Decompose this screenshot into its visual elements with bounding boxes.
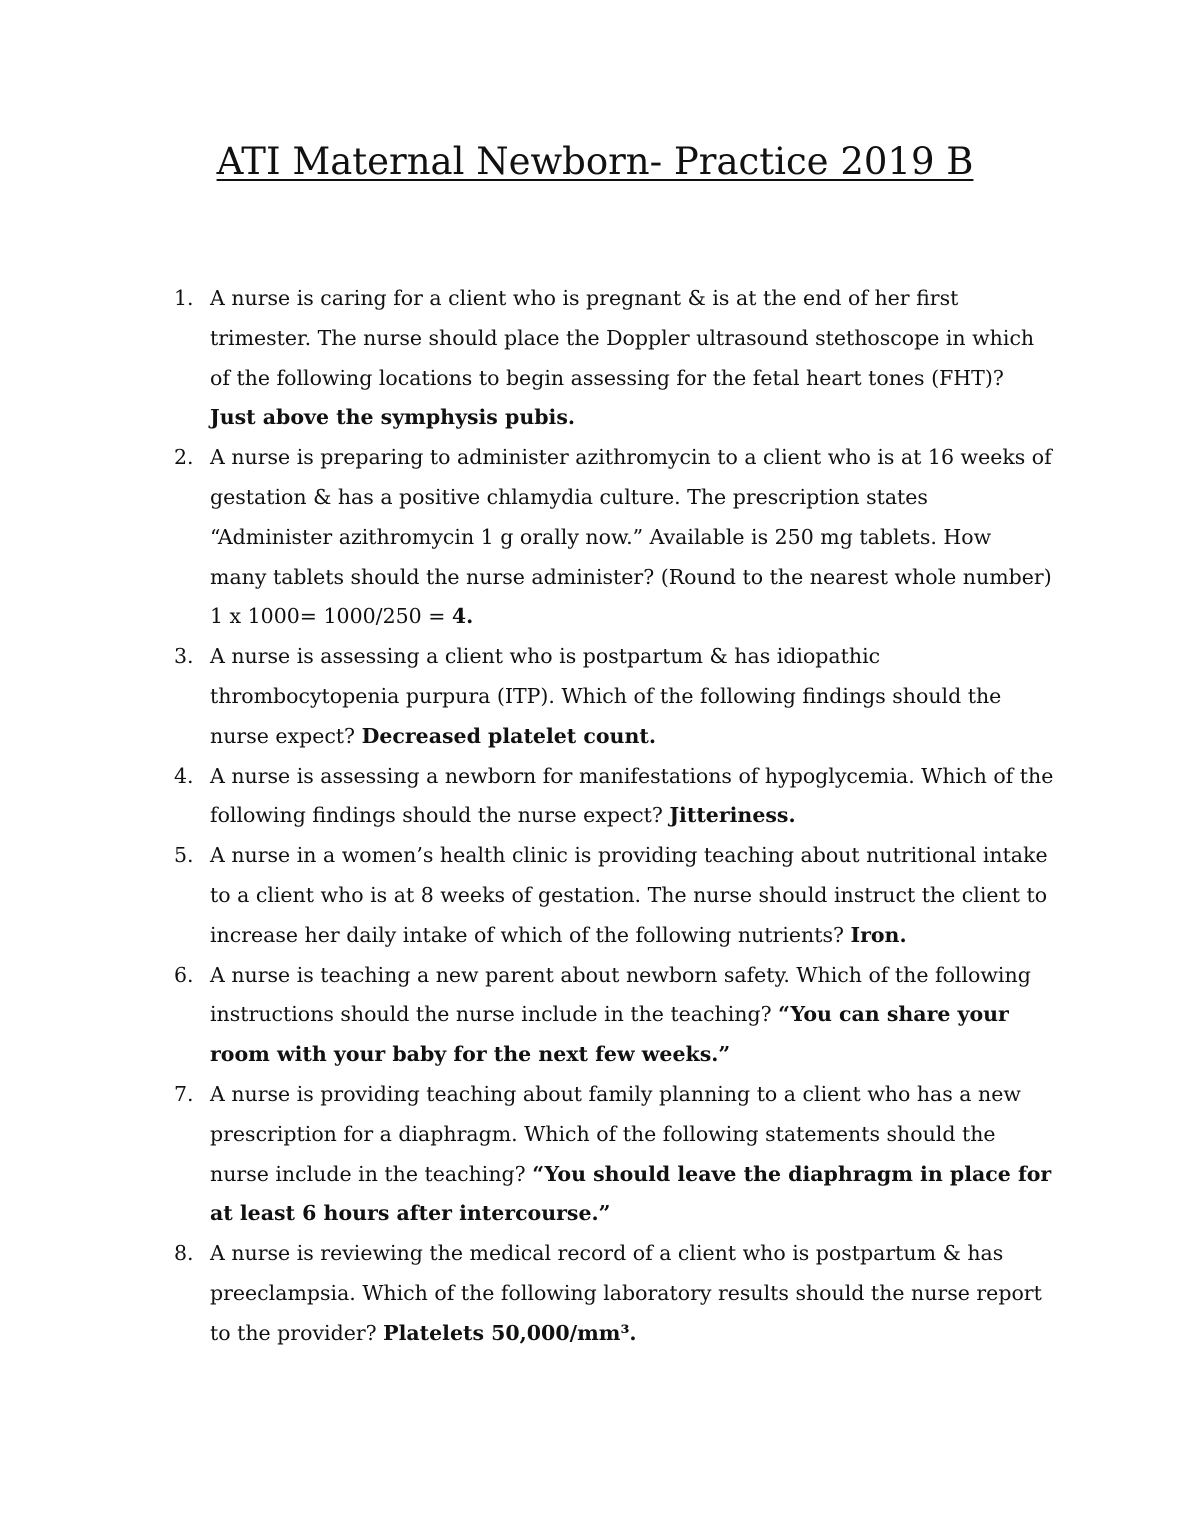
answer-text: Jitteriness.	[669, 803, 796, 828]
answer-text: “You can share your room with your baby for the next few weeks.”	[210, 1002, 1009, 1067]
question-number: 5.	[174, 843, 194, 868]
question-item-8	[174, 1234, 1054, 1353]
question-text: A nurse is assessing a newborn for manifestations of hypoglycemia. Which of the following findings should the nurse expect?	[210, 763, 1054, 828]
answer-text: Platelets 50,000/mm³.	[383, 1320, 637, 1345]
answer-text: Just above the symphysis pubis.	[210, 405, 576, 430]
question-number: 2.	[174, 445, 194, 470]
question-text: A nurse is caring for a client who is pregnant & is at the end of her first trimester. The nurse should place the Doppler ultrasound stethoscope in which of the following locations to begin assessing for the fetal heart tones (FHT)?	[210, 286, 1035, 390]
question-text: A nurse is assessing a client who is postpartum & has idiopathic thrombocytopenia purpura (ITP). Which of the following findings should the nurse expect?	[210, 644, 1002, 748]
question-number: 7.	[174, 1081, 194, 1106]
question-item-4	[174, 757, 1054, 837]
question-text: A nurse is preparing to administer azithromycin to a client who is at 16 weeks of gestation & has a positive chlamydia culture. The prescription states “Administer azithromycin 1 g orally now.” Available is 250 mg tablets. How many tablets should the nurse administer? (Round to the nearest whole number) 1 x 1000= 1000/250 =	[210, 445, 1052, 629]
question-item-5	[174, 836, 1054, 955]
question-text: A nurse is teaching a new parent about newborn safety. Which of the following instructions should the nurse include in the teaching?	[210, 962, 1031, 1027]
question-number: 8.	[174, 1241, 194, 1266]
page-title	[0, 138, 1190, 186]
answer-text: 4.	[451, 604, 474, 629]
answer-text: Iron.	[850, 922, 907, 947]
question-number: 4.	[174, 763, 194, 788]
question-item-2	[174, 438, 1054, 637]
question-item-7	[174, 1075, 1054, 1234]
question-text: A nurse is providing teaching about family planning to a client who has a new prescription for a diaphragm. Which of the following statements should the nurse include in the teaching?	[210, 1081, 1021, 1186]
answer-text: “You should leave the diaphragm in place for at least 6 hours after intercourse.”	[210, 1161, 1052, 1226]
page-title-text: ATI Maternal Newborn- Practice 2019 B	[216, 140, 974, 183]
question-number: 6.	[174, 962, 194, 987]
question-text: A nurse in a women’s health clinic is providing teaching about nutritional intake to a client who is at 8 weeks of gestation. The nurse should instruct the client to increase her daily intake of which of the following nutrients?	[210, 843, 1048, 947]
question-item-3	[174, 637, 1054, 756]
question-number: 1.	[174, 286, 194, 310]
question-item-6	[174, 956, 1054, 1075]
question-list	[174, 279, 1054, 1354]
answer-text: Decreased platelet count.	[361, 723, 656, 748]
question-text: A nurse is reviewing the medical record of a client who is postpartum & has preeclampsia. Which of the following laboratory results should the nurse report to the provider?	[210, 1241, 1042, 1345]
question-number: 3.	[174, 644, 194, 669]
question-item-1	[174, 279, 1054, 438]
